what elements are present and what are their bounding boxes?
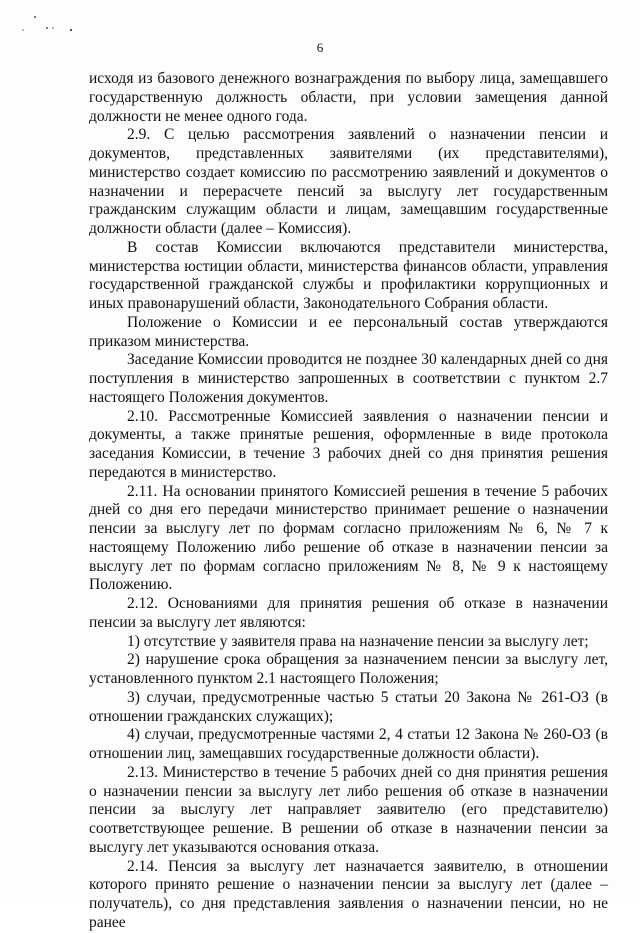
list-item: 4) случаи, предусмотренные частями 2, 4 статьи 12 Закона № 260-ОЗ (в отношении лиц, замещавших государственные должности области). xyxy=(89,726,608,762)
list-item: 1) отсутствие у заявителя права на назначение пенсии за выслугу лет; xyxy=(127,632,589,650)
paragraph: Положение о Комиссии и ее персональный состав утверждаются приказом министерства. xyxy=(89,313,608,350)
paragraph: исходя из базового денежного вознаграждения по выбору лица, замещавшего государственную должность области, при условии замещения данной должности не менее одного года. xyxy=(89,70,608,125)
paragraph: 2.14. Пенсия за выслугу лет назначается заявителю, в отношении которого принято решение о назначении пенсии за выслугу лет (далее – получатель), со дня представления заявления о назначении пенсии, но не ранее xyxy=(89,857,608,931)
paragraph: 2.9. С целью рассмотрения заявлений о назначении пенсии и документов, представленных заявителями (их представителями), министерство создает комиссию по рассмотрению заявлений и документов о назначении и перерасчете пенсий за выслугу лет государственным гражданским служащим области и лицам, замещавшим государственные должности области (далее – Комиссия). xyxy=(89,126,608,237)
scan-specks xyxy=(20,12,100,40)
paragraph: 2.12. Основаниями для принятия решения об отказе в назначении пенсии за выслугу лет являются: xyxy=(89,595,608,631)
document-body xyxy=(89,70,608,933)
paragraph: В состав Комиссии включаются представители министерства, министерства юстиции области, министерства финансов области, управления государственной гражданской службы и профилактики коррупционных и иных правонарушений области, Законодательного Собрания области. xyxy=(89,238,608,312)
list-item: 2) нарушение срока обращения за назначением пенсии за выслугу лет, установленного пунктом 2.1 настоящего Положения; xyxy=(89,651,608,687)
paragraph: Заседание Комиссии проводится не позднее 30 календарных дней со дня поступления в министерство запрошенных в соответствии с пунктом 2.7 настоящего Положения документов. xyxy=(89,351,608,406)
list-item: 3) случаи, предусмотренные частью 5 статьи 20 Закона № 261-ОЗ (в отношении гражданских служащих); xyxy=(89,688,608,725)
paragraph: 2.11. На основании принятого Комиссией решения в течение 5 рабочих дней со дня его передачи министерство принимает решение о назначении пенсии за выслугу лет по формам согласно приложениям № 6, № 7 к настоящему Положению либо решение об отказе в назначении пенсии за выслугу лет по формам согласно приложениям № 8, № 9 к настоящему Положению. xyxy=(89,482,608,594)
paragraph: 2.10. Рассмотренные Комиссией заявления о назначении пенсии и документы, а также принятые решения, оформленные в виде протокола заседания Комиссии, в течение 3 рабочих дней со дня принятия решения передаются в министерство. xyxy=(89,407,608,481)
page-number: 6 xyxy=(316,40,324,55)
paragraph: 2.13. Министерство в течение 5 рабочих дней со дня принятия решения о назначении пенсии за выслугу лет либо решения об отказе в назначении пенсии за выслугу лет направляет заявителю (его представителю) соответствующее решение. В решении об отказе в назначении пенсии за выслугу лет указываются основания отказа. xyxy=(89,763,608,856)
